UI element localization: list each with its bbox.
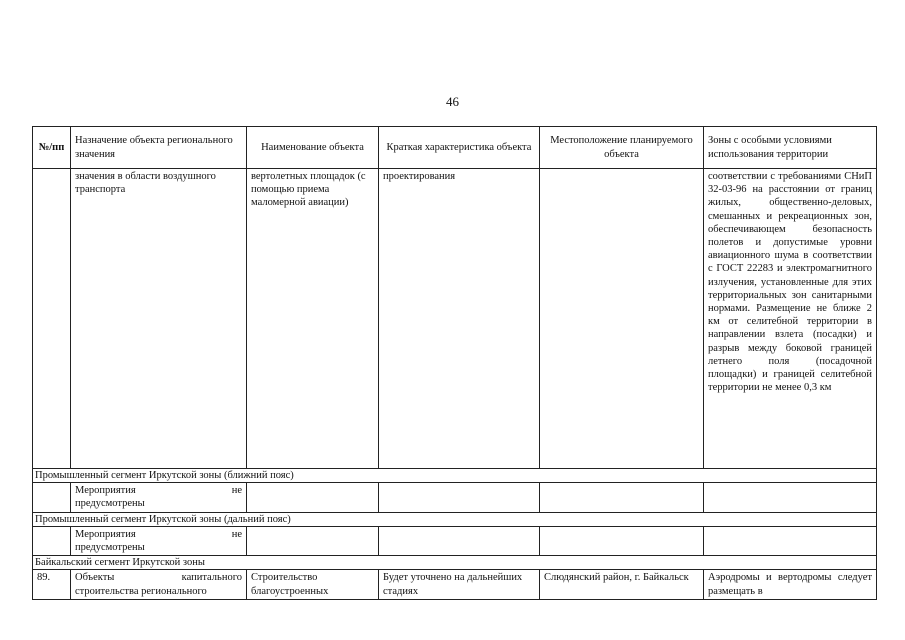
table-row xyxy=(33,526,877,555)
cell-purpose xyxy=(71,526,247,555)
header-brief: Краткая характеристика объекта xyxy=(379,127,540,169)
text-not: не xyxy=(231,528,242,540)
cell-location xyxy=(540,526,704,555)
cell-location: Слюдянский район, г. Байкальск xyxy=(540,570,704,599)
text-provided: предусмотрены xyxy=(75,498,145,510)
cell-name xyxy=(247,483,379,512)
segment-title: Байкальский сегмент Иркутской зоны xyxy=(33,556,877,570)
header-location: Местоположение планируемого объекта xyxy=(540,127,704,169)
text-not: не xyxy=(231,485,242,497)
cell-num xyxy=(33,526,71,555)
cell-name: Строительство благоустроенных xyxy=(247,570,379,599)
cell-brief: Будет уточнено на дальнейших стадиях xyxy=(379,570,540,599)
table-header-row xyxy=(33,127,877,169)
table-row-continued xyxy=(33,169,877,469)
header-name: Наименование объекта xyxy=(247,127,379,169)
table-row xyxy=(33,483,877,512)
cell-purpose: Объекты капитального строительства регионального xyxy=(71,570,247,599)
page-number: 46 xyxy=(446,94,459,109)
header-zones: Зоны с особыми условиями использования территории xyxy=(704,127,877,169)
text-measures: Мероприятия xyxy=(75,485,136,497)
cell-brief: проектирования xyxy=(379,169,540,469)
table-row xyxy=(33,570,877,599)
cell-brief xyxy=(379,483,540,512)
text-provided: предусмотрены xyxy=(75,542,145,554)
segment-title: Промышленный сегмент Иркутской зоны (дальний пояс) xyxy=(33,512,877,526)
cell-location xyxy=(540,169,704,469)
cell-zones: соответствии с требованиями СНиП 32-03-96 на расстоянии от границ жилых, общественно-деловых, смешанных и рекреационных зон, обеспечивающем безопасность полетов и допустимые уровни авиационного шума в соответствии с ГОСТ 22283 и электромагнитного излучения, установленные для этих территориальных зон санитарными нормами. Размещение не ближе 2 км от селитебной территории в направлении взлета (посадки) и разрыв между боковой границей летнего поля (посадочной площадки) и границей селитебной территории не менее 0,3 км xyxy=(704,169,877,469)
cell-zones xyxy=(704,483,877,512)
regional-objects-table xyxy=(32,126,877,600)
cell-num: 89. xyxy=(33,570,71,599)
cell-brief xyxy=(379,526,540,555)
cell-zones: Аэродромы и вертодромы следует размещать в xyxy=(704,570,877,599)
cell-purpose: значения в области воздушного транспорта xyxy=(71,169,247,469)
text-measures: Мероприятия xyxy=(75,528,136,540)
cell-num xyxy=(33,169,71,469)
segment-title-row xyxy=(33,469,877,483)
segment-title: Промышленный сегмент Иркутской зоны (ближний пояс) xyxy=(33,469,877,483)
cell-num xyxy=(33,483,71,512)
cell-name: вертолетных площадок (с помощью приема маломерной авиации) xyxy=(247,169,379,469)
cell-zones xyxy=(704,526,877,555)
segment-title-row xyxy=(33,556,877,570)
cell-purpose xyxy=(71,483,247,512)
cell-name xyxy=(247,526,379,555)
segment-title-row xyxy=(33,512,877,526)
header-purpose: Назначение объекта регионального значения xyxy=(71,127,247,169)
cell-location xyxy=(540,483,704,512)
header-num: №/пп xyxy=(33,127,71,169)
